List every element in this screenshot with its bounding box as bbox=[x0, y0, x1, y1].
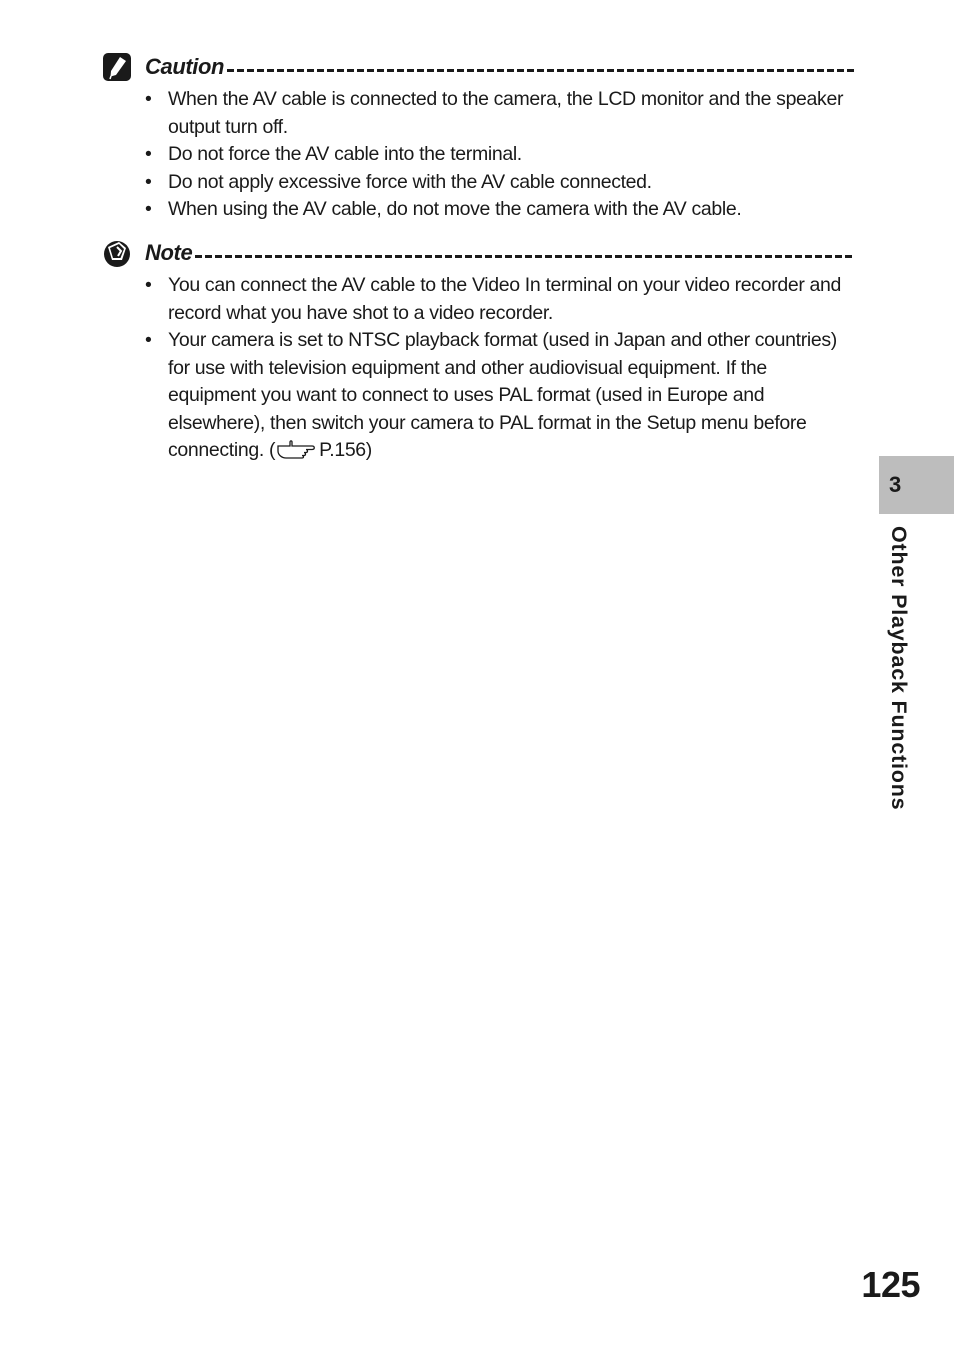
caution-item-text: When the AV cable is connected to the camera, the LCD monitor and the speaker output turn off. bbox=[168, 88, 844, 138]
bullet: • bbox=[145, 170, 152, 193]
note-list bbox=[102, 272, 854, 468]
chapter-tab bbox=[879, 456, 954, 514]
bullet: • bbox=[145, 329, 152, 351]
note-item-text: You can connect the AV cable to the Video In terminal on your video recorder and record what you have shot to a video recorder. bbox=[168, 274, 842, 324]
bullet: • bbox=[145, 198, 152, 220]
note-item-text: Your camera is set to NTSC playback format (used in Japan and other countries) for use with television equipment and other audiovisual equipment. If the equipment you want to connect to uses PAL format (used in Europe and elsewhere), then switch your camera to PAL format in the Setup menu before connecting. ( bbox=[168, 329, 837, 461]
bullet: • bbox=[145, 143, 152, 165]
list-item bbox=[102, 327, 854, 468]
list-item bbox=[102, 169, 854, 197]
caution-divider bbox=[227, 69, 854, 72]
caution-list bbox=[102, 86, 854, 224]
pointing-hand-icon bbox=[276, 439, 318, 468]
chapter-title: Other Playback Functions bbox=[887, 526, 911, 811]
caution-item-text: Do not apply excessive force with the AV cable connected. bbox=[168, 170, 652, 193]
caution-item-text: When using the AV cable, do not move the camera with the AV cable. bbox=[168, 198, 742, 220]
note-icon bbox=[102, 238, 132, 268]
caution-title: Caution bbox=[145, 54, 225, 79]
page-number: 125 bbox=[861, 1264, 920, 1305]
reference-page: P.156) bbox=[319, 439, 372, 461]
note-title: Note bbox=[145, 240, 193, 265]
bullet: • bbox=[145, 274, 152, 296]
note-header bbox=[102, 238, 854, 268]
caution-item-text: Do not force the AV cable into the terminal. bbox=[168, 143, 522, 165]
bullet: • bbox=[145, 88, 152, 110]
caution-icon bbox=[102, 52, 132, 82]
note-divider bbox=[195, 255, 854, 258]
list-item bbox=[102, 86, 854, 141]
note-section bbox=[102, 238, 854, 468]
list-item bbox=[102, 196, 854, 224]
chapter-number: 3 bbox=[889, 472, 902, 497]
caution-section bbox=[102, 52, 854, 224]
list-item bbox=[102, 272, 854, 327]
caution-header bbox=[102, 52, 854, 82]
list-item bbox=[102, 141, 854, 169]
